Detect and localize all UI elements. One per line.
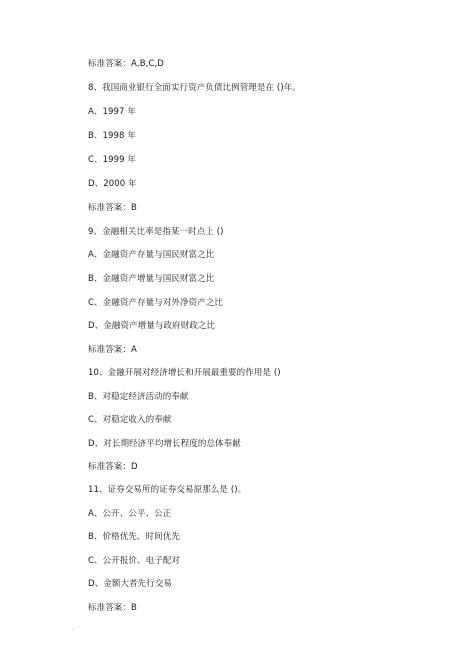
option-9d: D、金融资产增量与政府财政之比: [88, 321, 216, 331]
option-8c: C、1999 年: [88, 155, 137, 165]
answer-line-q7: 标准答案：A,B,C,D: [88, 59, 164, 69]
option-8d: D、2000 年: [88, 179, 137, 189]
option-9c: C、金融资产存量与对外净资产之比: [88, 298, 224, 308]
option-11d: D、金额大者先行交易: [88, 579, 173, 589]
option-9a: A、金融资产存量与国民财富之比: [88, 250, 215, 260]
answer-line-q11: 标准答案：B: [88, 603, 137, 613]
answer-line-q8: 标准答案：B: [88, 203, 137, 213]
answer-line-q10: 标准答案：D: [88, 462, 138, 472]
option-10b: B、对稳定经济活动的奉献: [88, 392, 189, 402]
question-11: 11、证券交易所的证券交易原那么是 ()。: [88, 485, 247, 495]
question-8: 8、我国商业银行全面实行资产负债比例管理是在 ()年。: [88, 83, 301, 93]
option-11b: B、价格优先、时间优先: [88, 532, 180, 542]
option-10d: D、对长期经济平均增长程度的总体奉献: [88, 439, 241, 449]
answer-line-q9: 标准答案：A: [88, 345, 137, 355]
option-8b: B、1998 年: [88, 131, 136, 141]
question-10: 10、金融开展对经济增长和开展最重要的作用是 (): [88, 368, 281, 378]
option-9b: B、金融资产增量与国民财富之比: [88, 274, 215, 284]
option-10c: C、对稳定收入的奉献: [88, 415, 172, 425]
question-9: 9、金融相关比率是指某一时点上 (): [88, 227, 224, 237]
option-8a: A、1997 年: [88, 107, 136, 117]
page-footer-mark: ‥ ·: [72, 624, 80, 631]
option-11a: A、公开、公平、公正: [88, 509, 172, 519]
option-11c: C、公开报价、电子配对: [88, 556, 181, 566]
